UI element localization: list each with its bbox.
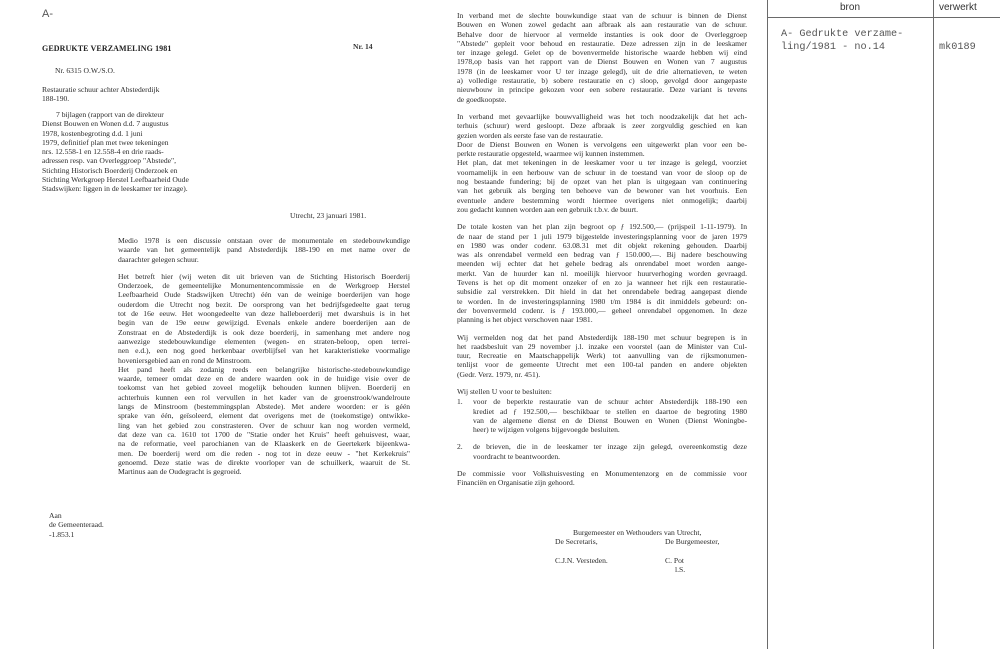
table-column-divider xyxy=(933,0,934,649)
decision-line: van de algemene dienst en de Dienst Bouwen en Wonen (Dienst Woningbe- xyxy=(473,415,747,425)
paragraph-line: tuur, Recreatie en Maatschappelijk Werk) tot aanvulling van de rijksmonumen- xyxy=(457,351,747,361)
cell-processed: mk0189 xyxy=(939,42,976,53)
decision-line: voor de beperkte restauratie van de schuur achter Abstederdijk 188-190 een xyxy=(473,397,747,407)
addressee xyxy=(49,511,104,539)
paragraph-line: tenlijst voor de gemeente Utrecht met een 100-tal panden en andere objekten xyxy=(457,360,747,370)
paragraph-line: nieuwbouw in principe gekozen voor een sobere restauratie. Deze variant is tevens xyxy=(457,85,747,95)
paragraph-line: nen e.d.), een nog goed herkenbaar overblijfsel van het karakteristieke voormalige xyxy=(118,346,410,356)
paragraph-line: toekomst van het gebied zoveel mogelijk behouden kunnen blijven. Boerderij en xyxy=(118,383,410,393)
paragraph-line: daarachter gelegen schuur. xyxy=(118,254,199,264)
paragraph-line: men. De boerderij werd om die reden - nog tot in deze eeuw - "het Kerkekruis" xyxy=(118,448,410,458)
mayor-note: l.S. xyxy=(675,564,686,574)
paragraph-line: de goedkoopste. xyxy=(457,94,507,104)
paragraph-line: a) volledige restauratie, b) sobere restauratie en c) sloop, gevolgd door aangepaste xyxy=(457,76,747,86)
paragraph-line: perkte restauratie opgesteld, waarmee wij kunnen instemmen. xyxy=(457,149,645,159)
paragraph xyxy=(457,112,747,214)
decision-number: 2. xyxy=(457,442,463,452)
decisions-intro-text: Wij stellen U voor te besluiten: xyxy=(457,386,552,396)
paragraph-line: en 1980 was onder codenr. 63.08.31 met dit objekt rekening gehouden. Daarbij xyxy=(457,240,747,250)
paragraph-line: Het pand heeft als zodanig reeds een belangrijke historische-stedebouwkundige xyxy=(118,364,410,374)
paragraph-line: 1978,op basis van het rapport van de Dienst Bouwen en Wonen van 7 augustus xyxy=(457,57,747,67)
paragraph-line: was als onrendabel vermeld een bedrag van ƒ 150.000,—. Bij nadere beschouwing xyxy=(457,250,747,260)
paragraph-line: de naar de stand per 1 juli 1979 bijgestelde investeringsplanning voor de jaren 1979 xyxy=(457,231,747,241)
committee-line: Financiën en Organisatie zijn gehoord. xyxy=(457,478,575,488)
paragraph-line: het raadsbesluit van 29 november j.l. inzake een voorstel (aan de Minister van Cul- xyxy=(457,341,747,351)
paragraph-line: Leefbaarheid Oude Stadswijken Utrecht) één van de weinige boerderijen van hoge xyxy=(118,290,410,300)
paragraph-line: waarde van het gemeentelijk pand Abstederdijk 188-190 en met name over de xyxy=(118,245,410,255)
appendix-line: Stichting Historisch Boerderij Onderzoek en xyxy=(42,165,178,175)
paragraph-line: ouderdom die Utrecht nog bezit. De oorsprong van het bedrijfsgedeelte gaat terug xyxy=(118,299,410,309)
archive-table xyxy=(767,0,1000,649)
decisions-list xyxy=(457,397,747,461)
appendix-line: 7 bijlagen (rapport van de direkteur xyxy=(56,110,164,119)
header-processed: verwerkt xyxy=(939,2,977,13)
decision-item xyxy=(457,397,747,434)
paragraph-line: te worden. In de investeringsplanning 1980 t/m 1984 is dit inmiddels gebeurd: on- xyxy=(457,296,747,306)
paragraph-line: langs de Minstroom (bestemmingsplan Abstede). Met andere woorden: er is géén xyxy=(118,402,410,412)
paragraph xyxy=(457,333,747,379)
paragraph-line: aanwezige stedebouwkundige elementen (wegen- en straten-beloop, open terrei- xyxy=(118,336,410,346)
paragraph-line: De totale kosten van het plan zijn begroot op ƒ 192.500,— (prijspeil 1-11-1979). In xyxy=(457,222,747,232)
paragraph-line: voornamelijk in een herbouw van de schuur in de toestand van voor de sloop op de xyxy=(457,167,747,177)
signature-block xyxy=(555,528,755,574)
paragraph-line: "Abstede" gepleit voor behoud en restauratie. Deze adressen zijn in de leeskamer xyxy=(457,38,747,48)
archive-marker: A- xyxy=(42,8,53,20)
decision-line: voordracht te beantwoorden. xyxy=(473,451,561,461)
appendix-line: Stichting Werkgroep Herstel Leefbaarheid Oude xyxy=(42,175,189,185)
addressee-line: Aan xyxy=(49,511,62,520)
paragraph-line: Tevens is het op dit moment onzeker of en zo ja wanneer het rijk een restauratie- xyxy=(457,278,747,288)
appendix-line: adressen resp. van Overleggroep "Abstede", xyxy=(42,156,176,166)
addressee-line: -1.853.1 xyxy=(49,529,75,539)
paragraph-line: waarde, temeer omdat deze en de andere waarden ook in de huidige visie over de xyxy=(118,374,410,384)
paragraph-line: Het plan, dat met tekeningen in de leeskamer voor u ter inzage is gelegd, voorziet xyxy=(457,158,747,168)
paragraph-line: Het betreft hier (wij weten dit uit brieven van de Stichting Historisch Boerderij xyxy=(118,271,410,281)
cell-source-line: ling/1981 - no.14 xyxy=(781,42,885,53)
paragraph-line: der bovenvermeld codenr. is ƒ 193.000,— geheel onrendabel opgenomen. In deze xyxy=(457,305,747,315)
paragraph-line: ter inzage gelegd. Gelet op de bovenvermelde historische waarde hebben wij eind xyxy=(457,48,747,58)
decisions-intro xyxy=(457,387,747,396)
appendices-note xyxy=(42,110,242,194)
decision-line: heer) te wijzigen volgens bijgevoegde besluiten. xyxy=(473,425,620,435)
paragraph xyxy=(457,11,747,104)
paragraph-line: In verband met de slechte bouwkundige staat van de schuur is binnen de Dienst xyxy=(457,11,747,20)
committee-line: De commissie voor Volkshuisvesting en Monumentenzorg en de commissie voor xyxy=(457,469,747,479)
paragraph-line: meenden wij echter dat het gehele bedrag als onrendabel moet worden aange- xyxy=(457,259,747,269)
subject xyxy=(42,85,159,104)
decision-item xyxy=(457,442,747,461)
mayor-name: C. Pot xyxy=(665,555,684,565)
secretary-title: De Secretaris, xyxy=(555,537,598,547)
paragraph-line: Wij vermelden nog dat het pand Abstederdijk 188-190 met schuur begrepen is in xyxy=(457,332,747,342)
paragraph xyxy=(118,236,410,264)
paragraph-line: begin van de 19e eeuw gewijzigd. Evenals enkele andere boerderijen aan de xyxy=(118,318,410,328)
left-body-text xyxy=(118,236,410,484)
paragraph-line: Zonstraat en de Abstederdijk is ook deze boerderij, in samenhang met andere nog xyxy=(118,327,410,337)
right-body-text xyxy=(457,11,747,496)
paragraph-line: eventuele andere bestemming wordt hiermee overigens niet onmogelijk; daarbij xyxy=(457,195,747,205)
paragraph-line: van het gebruik als berging ten behoeve van de bewoner van het voorhuis. Een xyxy=(457,186,747,196)
paragraph-line: Medio 1978 is een discussie ontstaan over de monumentale en stedebouwkundige xyxy=(118,236,410,245)
paragraph-line: Martinus aan de Oudegracht is gegroeid. xyxy=(118,467,242,477)
paragraph-line: nog bestaande fundering; bij de opzet van het plan is uitgegaan van continuering xyxy=(457,177,747,187)
paragraph-line: gezien worden als eerste fase van de restauratie. xyxy=(457,130,603,140)
paragraph-line: tot de 16e eeuw. Het woongedeelte van deze halleboerderij met dwarshuis is in het xyxy=(118,309,410,319)
paragraph-line: genoemd. Deze statie was de direkte voorloper van de schuilkerk, waaruit de St. xyxy=(118,457,410,467)
appendix-line: 1978, kostenbegroting d.d. 1 juni xyxy=(42,128,143,138)
appendix-line: Dienst Bouwen en Wonen d.d. 7 augustus xyxy=(42,119,169,129)
paragraph-line: Onderzoek, de gemeentelijke Monumentencommissie en de Werkgroep Herstel xyxy=(118,281,410,291)
cell-source xyxy=(781,28,931,54)
paragraph-line: Behalve door de hiervoor al vermelde instanties is ook door de Overleggroep xyxy=(457,29,747,39)
paragraph-line: In verband met gevaarlijke bouwvalligheid was het toch noodzakelijk dat het ach- xyxy=(457,111,747,121)
paragraph-line: subsidie zal verstrekken. Dit hield in dat het onrendabele bedrag aangepast diende xyxy=(457,287,747,297)
paragraph-line: planning is het object verschoven naar 1981. xyxy=(457,315,593,325)
addressee-line: de Gemeenteraad. xyxy=(49,520,104,530)
decision-number: 1. xyxy=(457,397,463,407)
right-paragraphs xyxy=(457,11,747,379)
paragraph-line: sprake van één, geïsoleerd, element dat overigens met de (toekomstige) ontwikke- xyxy=(118,411,410,421)
cell-source-line: A- Gedrukte verzame- xyxy=(781,29,904,40)
paragraph-line: Door de Dienst Bouwen en Wonen is vervolgens een uitgewerkt plan voor een be- xyxy=(457,139,747,149)
paragraph-line: zou gedacht kunnen worden aan een gebruik t.b.v. de buurt. xyxy=(457,204,639,214)
date-line: Utrecht, 23 januari 1981. xyxy=(290,211,367,220)
paragraph-line: dat deze van ca. 1610 tot 1700 de "Statie onder het Kruis" heeft gehuisvest, waar, xyxy=(118,429,410,439)
appendix-line: nrs. 12.558-1 en 12.558-4 en drie raads- xyxy=(42,147,164,157)
appendix-line: Stadswijken: liggen in de leeskamer ter inzage). xyxy=(42,184,188,194)
reference-number: Nr. 6315 O.W./S.O. xyxy=(55,66,115,75)
subject-line: 188-190. xyxy=(42,94,70,104)
table-header-divider xyxy=(767,17,1000,18)
committee-note xyxy=(457,469,747,488)
paragraph-line: terhuis (schuur) werd gesloopt. Deze afbraak is zeer zorgvuldig geschied en kan xyxy=(457,121,747,131)
paragraph-line: hoveniersgebied aan en rond de Minstroom. xyxy=(118,355,252,365)
paragraph xyxy=(118,272,410,477)
document-number: Nr. 14 xyxy=(353,42,373,51)
appendix-line: 1979, definitief plan met twee tekeningen xyxy=(42,137,169,147)
secretary-name: C.J.N. Versteden. xyxy=(555,555,608,565)
mayor-title: De Burgemeester, xyxy=(665,537,720,547)
subject-line: Restauratie schuur achter Abstederdijk xyxy=(42,85,160,94)
paragraph-line: ling van het gebied zou constrasteren. Over de schuur kan nog worden vermeld, xyxy=(118,420,410,430)
header-source: bron xyxy=(839,2,860,13)
paragraph-line: Bouwen en Wonen zowel gedacht aan afbraak als aan restauratie van de schuur. xyxy=(457,20,747,30)
paragraph-line: (Gedr. Verz. 1979, nr. 451). xyxy=(457,369,541,379)
paragraph-line: merkt. Van de huurder kan nl. moeilijk hiervoor huurverhoging worden gevraagd. xyxy=(457,268,747,278)
paragraph xyxy=(457,222,747,324)
table-border-left xyxy=(767,0,768,649)
paragraph-line: achterhuis kunnen een rol vervullen in het kader van de groenstrook/wandelroute xyxy=(118,392,410,402)
decision-line: krediet ad ƒ 192.500,— beschikbaar te stellen en daartoe de begroting 1980 xyxy=(473,406,747,416)
decision-line: de brieven, die in de leeskamer ter inzage zijn gelegd, overeenkomstig deze xyxy=(473,442,747,452)
collection-title: GEDRUKTE VERZAMELING 1981 xyxy=(42,44,172,53)
paragraph-line: 1978 (in de leeskamer voor U ter inzage gelegd), uit de drie alternatieven, te weten xyxy=(457,66,747,76)
paragraph-line: na de reformatie, veel parochianen van de Klaaskerk en de Geertekerk bijeenkwa- xyxy=(118,439,410,449)
signature-heading: Burgemeester en Wethouders van Utrecht, xyxy=(573,528,702,537)
